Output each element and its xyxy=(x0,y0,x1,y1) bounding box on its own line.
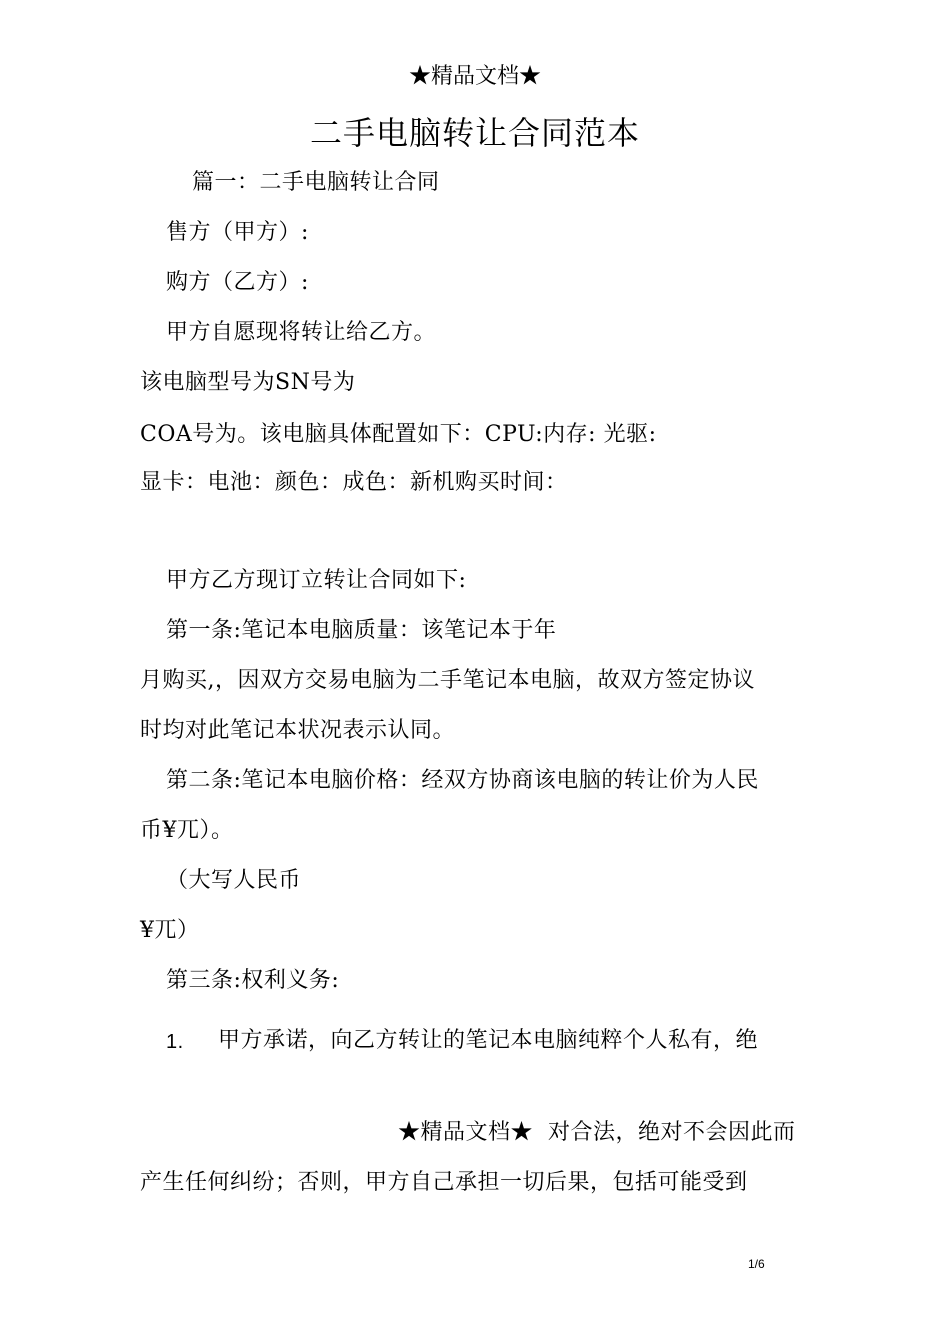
seller-line: 售方（甲方）: xyxy=(166,220,309,245)
document-title: 二手电脑转让合同范本 xyxy=(309,114,640,152)
model-line: 该电脑型号为SN号为 xyxy=(140,370,356,395)
capital-amount-end: ¥兀） xyxy=(140,918,200,943)
final-line: 产生任何纠纷；否则，甲方自己承担一切后果，包括可能受到 xyxy=(140,1170,748,1195)
article-one-end: 时均对此笔记本状况表示认同。 xyxy=(140,718,456,743)
document-banner: ★精品文档★ xyxy=(408,64,541,89)
config-details-line: 显卡：电池：颜色：成色：新机购买时间： xyxy=(140,470,568,495)
article-one-line: 第一条:笔记本电脑质量：该笔记本于年 xyxy=(166,618,557,643)
capital-amount-line: （大写人民币 xyxy=(166,868,302,893)
page-number: 1/6 xyxy=(748,1257,765,1271)
config-line: COA号为。该电脑具体配置如下：CPU:内存: 光驱: xyxy=(140,422,657,447)
buyer-line: 购方（乙方）: xyxy=(166,270,309,295)
transfer-statement: 甲方自愿现将转让给乙方。 xyxy=(166,320,437,345)
list-item-text: 甲方承诺，向乙方转让的笔记本电脑纯粹个人私有，绝 xyxy=(218,1028,759,1053)
inline-banner: ★精品文档★ xyxy=(398,1120,534,1145)
contract-intro: 甲方乙方现订立转让合同如下: xyxy=(166,568,467,593)
article-three-line: 第三条:权利义务: xyxy=(166,968,340,993)
section-heading: 篇一：二手电脑转让合同 xyxy=(192,170,440,195)
article-two-continued: 币¥兀）。 xyxy=(140,818,234,843)
article-two-line: 第二条:笔记本电脑价格：经双方协商该电脑的转让价为人民 xyxy=(166,768,759,793)
continued-text: 对合法，绝对不会因此而 xyxy=(548,1120,796,1145)
article-one-continued: 月购买,，因双方交易电脑为二手笔记本电脑，故双方签定协议 xyxy=(140,668,755,693)
list-marker: 1. xyxy=(166,1031,184,1053)
